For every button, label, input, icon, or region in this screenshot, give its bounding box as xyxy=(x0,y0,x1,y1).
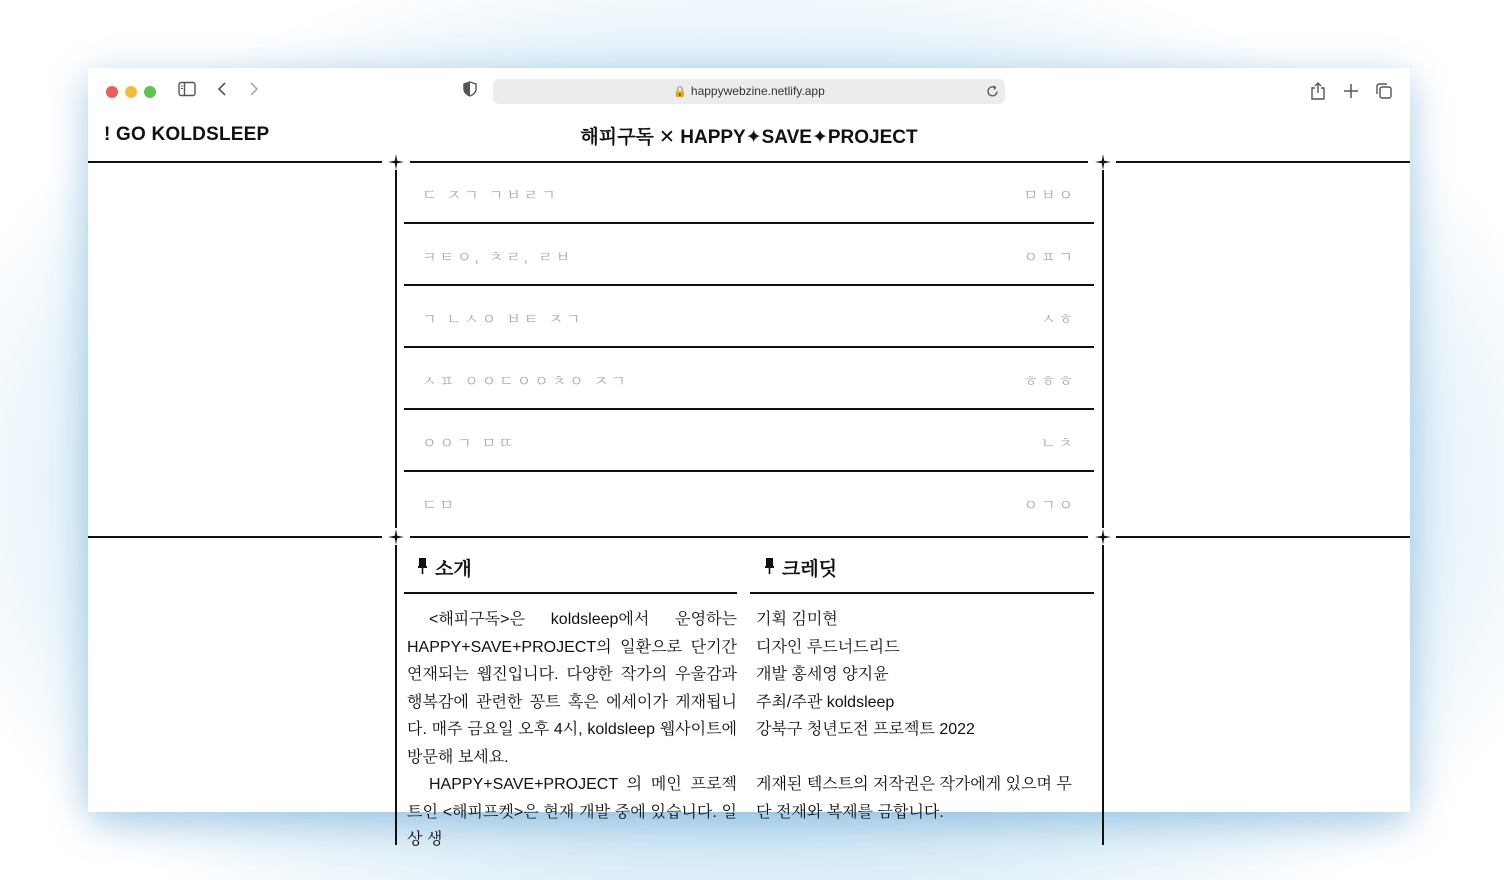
article-title: ㄷ ㅈㄱ ㄱㅂㄹㄱ xyxy=(422,187,559,204)
close-window-button[interactable] xyxy=(106,86,118,98)
credit-line: 개발 홍세영 양지윤 xyxy=(756,666,889,683)
credits-heading xyxy=(765,554,837,581)
intro-paragraph: HAPPY+SAVE+PROJECT 의 메인 프로젝트인 <해피프켓>은 현재 개발 중에 있습니다. 일상 생 xyxy=(407,776,737,848)
section-rule xyxy=(404,592,737,594)
article-title: ㄱ ㄴㅅㅇ ㅂㅌ ㅈㄱ xyxy=(422,311,584,328)
credit-line: 주최/주관 koldsleep xyxy=(756,693,895,711)
divider-line xyxy=(395,170,397,528)
address-bar[interactable] xyxy=(493,79,1005,104)
article-author: ㄴㅊ xyxy=(1041,435,1076,452)
article-row[interactable] xyxy=(404,224,1094,286)
sparkle-icon xyxy=(388,154,404,170)
minimize-window-button[interactable] xyxy=(125,86,137,98)
article-row[interactable] xyxy=(404,286,1094,348)
sparkle-icon xyxy=(1095,154,1111,170)
divider-line xyxy=(88,161,382,163)
divider-line xyxy=(1116,536,1410,538)
pin-icon xyxy=(765,557,774,575)
reload-icon[interactable] xyxy=(987,79,999,112)
url-text: happywebzine.netlify.app xyxy=(690,84,825,98)
article-row[interactable] xyxy=(404,162,1094,224)
spacer xyxy=(756,744,1096,772)
zoom-window-button[interactable] xyxy=(144,86,156,98)
article-title: ㅋㅌㅇ, ㅊㄹ, ㄹㅂ xyxy=(422,249,574,266)
forward-icon[interactable] xyxy=(248,81,260,101)
article-row[interactable] xyxy=(404,348,1094,410)
section-rule xyxy=(750,592,1094,594)
brand-logo-link[interactable]: ! GO KOLDSLEEP xyxy=(104,124,270,145)
credit-line: 디자인 루드너드리드 xyxy=(756,638,900,656)
intro-text xyxy=(407,606,737,854)
article-title: ㄷㅁ xyxy=(422,497,457,514)
credit-line: 강북구 청년도전 프로젝트 2022 xyxy=(756,721,975,738)
article-row[interactable] xyxy=(404,472,1094,532)
article-title: ㅇㅇㄱ ㅁㄸ xyxy=(422,435,517,452)
new-tab-icon[interactable] xyxy=(1343,81,1359,101)
divider-line xyxy=(395,545,397,845)
browser-window xyxy=(88,68,1410,848)
share-icon[interactable] xyxy=(1310,81,1326,101)
site-title: 해피구독 ✕ HAPPY✦SAVE✦PROJECT xyxy=(580,127,918,148)
sparkle-icon xyxy=(1095,529,1111,545)
lock-icon: 🔒 xyxy=(673,86,687,98)
browser-toolbar xyxy=(88,68,1410,114)
credit-line: 기획 김미현 xyxy=(756,611,838,628)
divider-line xyxy=(88,536,382,538)
credits-heading-text: 크레딧 xyxy=(782,559,838,580)
article-author: ㅇㅍㄱ xyxy=(1023,249,1076,266)
article-author: ㅅㅎ xyxy=(1041,311,1076,328)
divider-line xyxy=(1116,161,1410,163)
intro-heading xyxy=(418,554,472,581)
credits-list xyxy=(756,606,1096,826)
divider-line xyxy=(410,536,1088,538)
copyright-note: 게재된 텍스트의 저작권은 작가에게 있으며 무단 전재와 복제를 금합니다. xyxy=(756,776,1072,821)
article-author: ㅁㅂㅇ xyxy=(1023,187,1076,204)
sparkle-icon xyxy=(388,529,404,545)
article-list xyxy=(404,162,1094,532)
tab-overview-icon[interactable] xyxy=(1375,81,1393,101)
intro-heading-text: 소개 xyxy=(435,559,472,580)
back-icon[interactable] xyxy=(216,81,228,101)
intro-paragraph: <해피구독>은 koldsleep에서 운영하는 HAPPY+SAVE+PROJECT의 일환으로 단기간 연재되는 웹진입니다. 다양한 작가의 우울감과 행복감에 관련한 꽁트 혹은 에세이가 게재됩니다. 매주 금요일 오후 4시, koldsleep 웹사이트에 방문해 보세요. xyxy=(407,611,737,766)
divider-line xyxy=(1102,170,1104,528)
divider-line xyxy=(1102,545,1104,845)
article-author: ㅎㅎㅎ xyxy=(1023,373,1076,390)
article-title: ㅅㅍ ㅇㅇㄷㅇㅇㅊㅇ ㅈㄱ xyxy=(422,373,629,390)
article-author: ㅇㄱㅇ xyxy=(1023,497,1076,514)
sidebar-toggle-icon[interactable] xyxy=(178,81,196,101)
privacy-shield-icon[interactable] xyxy=(463,81,477,101)
article-row[interactable] xyxy=(404,410,1094,472)
webzine-page xyxy=(88,114,1410,848)
pin-icon xyxy=(418,557,427,575)
